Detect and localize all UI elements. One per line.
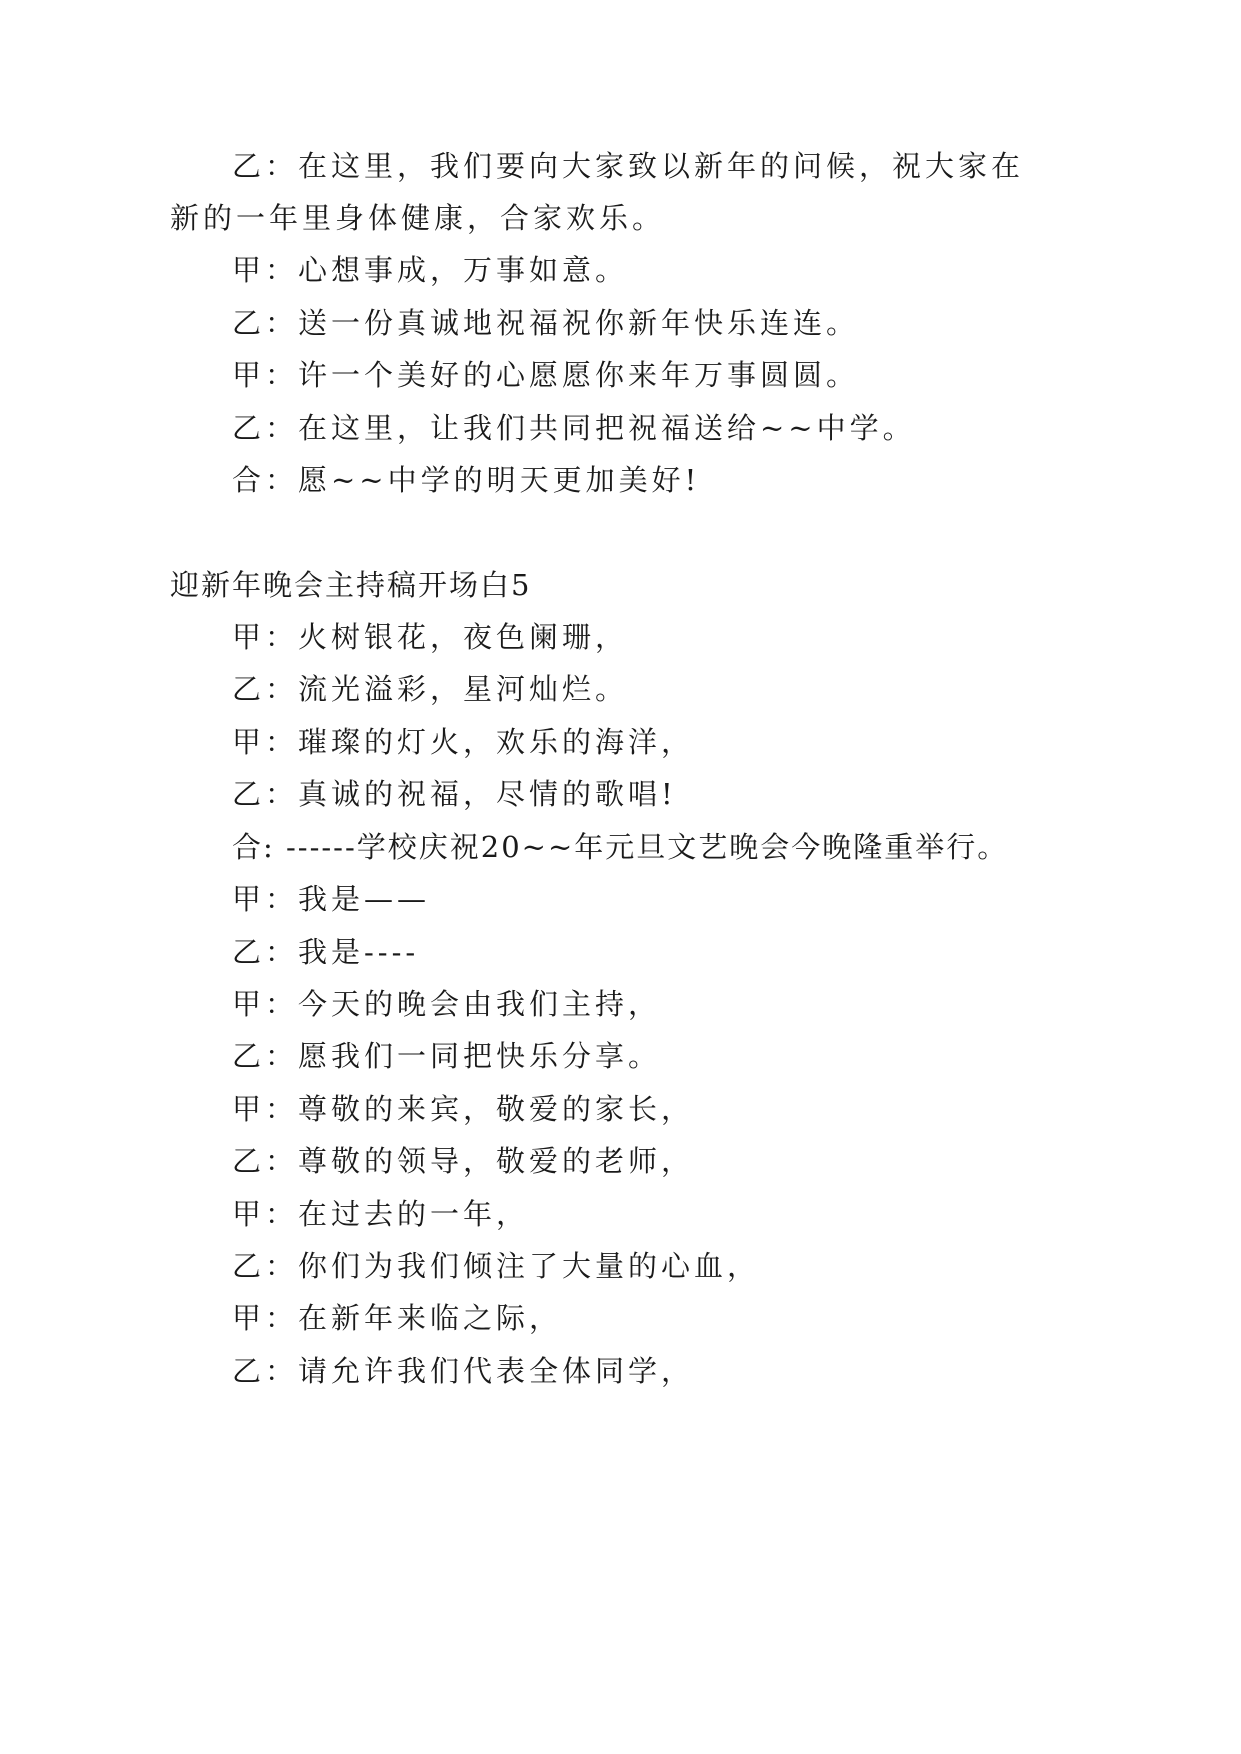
- dialogue-line: 甲：今天的晚会由我们主持，: [232, 987, 662, 1021]
- dialogue-line: 乙：愿我们一同把快乐分享。: [232, 1039, 662, 1073]
- dialogue-line: 乙：流光溢彩，星河灿烂。: [232, 672, 629, 706]
- dialogue-line: 甲：璀璨的灯火，欢乐的海洋，: [232, 725, 695, 759]
- dialogue-line: 乙：尊敬的领导，敬爱的老师，: [232, 1144, 695, 1178]
- dialogue-line: 乙：在这里，我们要向大家致以新年的问候，祝大家在: [232, 149, 1025, 183]
- dialogue-line: 合: ------学校庆祝20~~年元旦文艺晚会今晚隆重举行。: [232, 830, 1009, 864]
- dialogue-line: 甲：尊敬的来宾，敬爱的家长，: [232, 1092, 695, 1126]
- dialogue-line: 甲：心想事成，万事如意。: [232, 253, 629, 287]
- dialogue-line: 合：愿~~中学的明天更加美好!: [232, 463, 701, 497]
- section-title: 迎新年晚会主持稿开场白5: [170, 568, 532, 602]
- dialogue-line: 甲：在新年来临之际，: [232, 1301, 563, 1335]
- dialogue-line: 乙：真诚的祝福，尽情的歌唱!: [232, 777, 677, 811]
- dialogue-line: 乙：送一份真诚地祝福祝你新年快乐连连。: [232, 306, 860, 340]
- dialogue-line: 新的一年里身体健康，合家欢乐。: [170, 201, 666, 235]
- dialogue-line: 乙：请允许我们代表全体同学，: [232, 1354, 695, 1388]
- dialogue-line: 甲：许一个美好的心愿愿你来年万事圆圆。: [232, 358, 860, 392]
- dialogue-line: 甲：火树银花，夜色阑珊，: [232, 620, 629, 654]
- dialogue-line: 甲：我是——: [232, 882, 431, 916]
- dialogue-line: 乙：你们为我们倾注了大量的心血，: [232, 1249, 761, 1283]
- dialogue-line: 甲：在过去的一年，: [232, 1197, 530, 1231]
- dialogue-line: 乙：在这里，让我们共同把祝福送给~~中学。: [232, 411, 916, 445]
- dialogue-line: 乙：我是----: [232, 935, 420, 969]
